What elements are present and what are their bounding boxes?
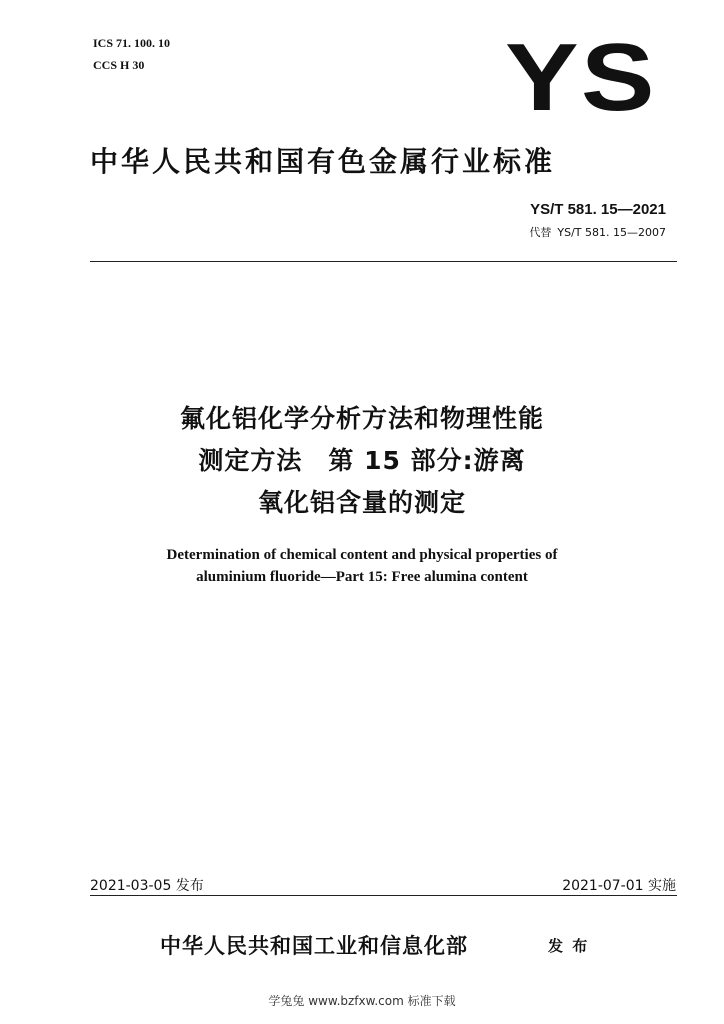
title-cn-line-3: 氧化铝含量的测定 <box>257 488 466 517</box>
title-chinese <box>0 398 724 524</box>
top-divider <box>90 261 677 262</box>
watermark-text: 学兔兔 www.bzfxw.com 标准下载 <box>268 994 456 1008</box>
implementation-date: 2021-07-01 实施 <box>562 878 676 894</box>
replaces-label: 代替 <box>529 226 552 239</box>
bottom-divider <box>90 895 677 896</box>
title-en-line-2: aluminium fluoride—Part 15: Free alumina content <box>196 569 528 585</box>
issuing-authority: 中华人民共和国工业和信息化部 <box>160 933 468 958</box>
classification-codes <box>93 32 170 76</box>
standard-category: 中华人民共和国有色金属行业标准 <box>90 145 556 178</box>
ys-logo: YS <box>505 24 657 131</box>
replaces-number: YS/T 581. 15—2007 <box>557 226 666 239</box>
issue-date: 2021-03-05 发布 <box>90 878 204 894</box>
title-cn-line-1: 氟化铝化学分析方法和物理性能 <box>179 404 544 433</box>
title-en-line-1: Determination of chemical content and physical properties of <box>166 547 558 563</box>
issue-label: 发 布 <box>548 937 590 955</box>
title-english <box>0 544 724 588</box>
replaces-line <box>529 224 666 240</box>
standard-number: YS/T 581. 15—2021 <box>530 201 666 218</box>
ics-code: ICS 71. 100. 10 <box>93 36 171 50</box>
ccs-code: CCS H 30 <box>93 58 145 72</box>
title-cn-line-2: 测定方法 第 15 部分:游离 <box>198 446 526 475</box>
